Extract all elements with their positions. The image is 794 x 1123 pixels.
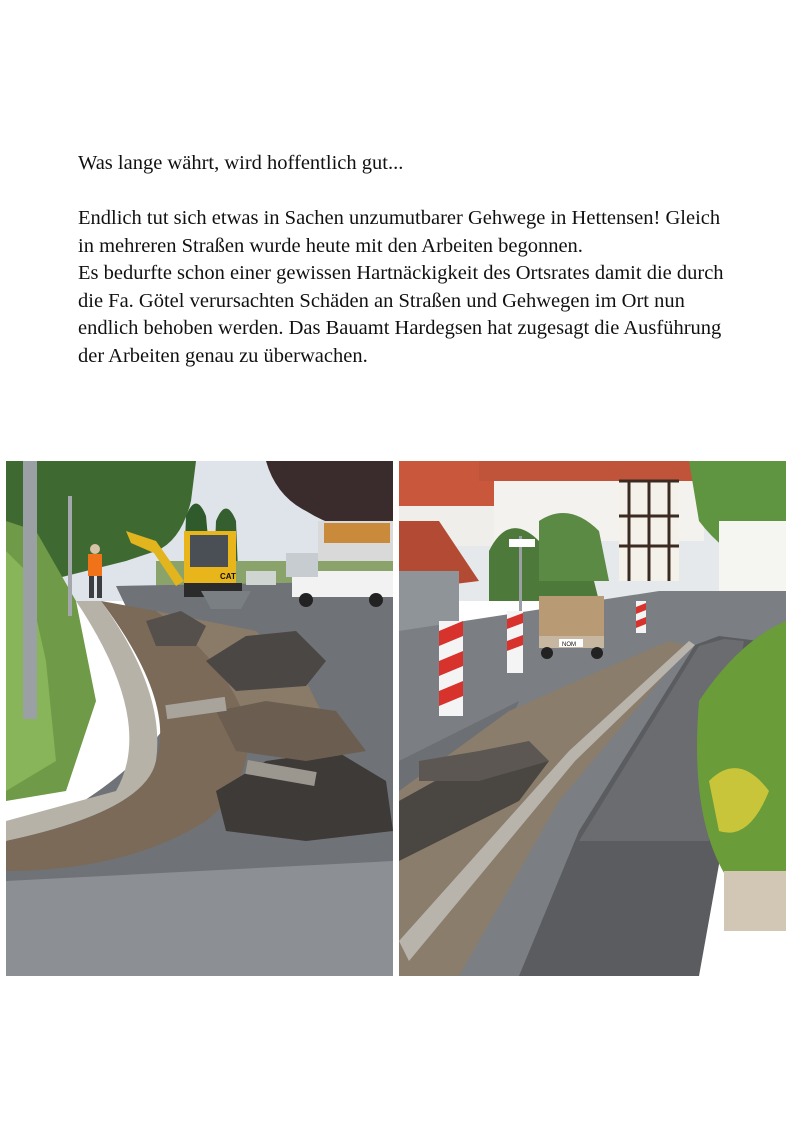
article-paragraph-1: Endlich tut sich etwas in Sachen unzumutbarer Gehwege in Hettensen! Gleich in mehreren Straßen wurde heute mit den Arbeiten begonnen.	[78, 207, 721, 257]
article-paragraph-2: Es bedurfte schon einer gewissen Hartnäckigkeit des Ortsrates damit die durch die Fa. Götel verursachten Schäden an Straßen und Gehwegen im Ort nun endlich behoben werden. Das Bauamt Hardegsen hat zugesagt die Ausführung der Arbeiten genau zu überwachen.	[78, 262, 724, 367]
excavation-scene	[6, 461, 393, 976]
photo-excavation-left	[6, 461, 393, 976]
article-text	[78, 150, 728, 370]
article-heading: Was lange währt, wird hoffentlich gut...	[78, 152, 404, 174]
excavator-brand-label: CAT	[220, 572, 236, 581]
street-scene	[399, 461, 786, 976]
photo-excavation-right	[399, 461, 786, 976]
trailer-plate-label: NOM	[562, 642, 576, 648]
